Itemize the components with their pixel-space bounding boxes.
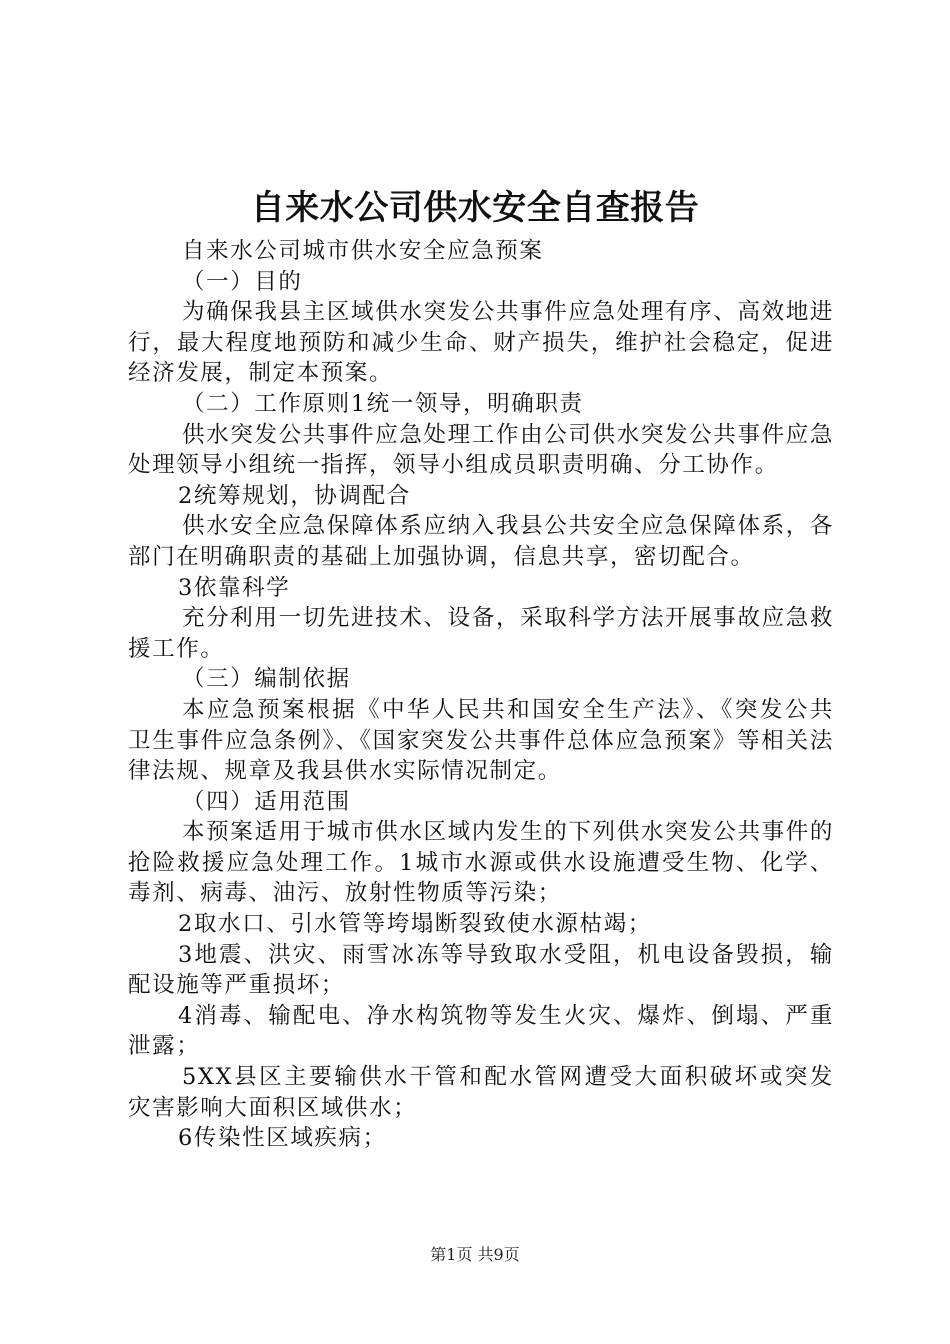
paragraph: 4消毒、输配电、净水构筑物等发生火灾、爆炸、倒塌、严重泄露；	[128, 1002, 834, 1060]
paragraph: （三）编制依据	[182, 666, 351, 693]
paragraph: 2统筹规划，协调配合	[178, 482, 411, 509]
paragraph: 充分利用一切先进技术、设备，采取科学方法开展事故应急救援工作。	[128, 605, 834, 662]
paragraph: 为确保我县主区域供水突发公共事件应急处理有序、高效地进行，最大程度地预防和减少生命、财产损失，维护社会稳定，促进经济发展，制定本预案。	[128, 299, 834, 387]
paragraph: 2取水口、引水管等垮塌断裂致使水源枯竭；	[178, 911, 652, 938]
paragraph: 5XX县区主要输供水干管和配水管网遭受大面积破坏或突发灾害影响大面积区域供水；	[128, 1064, 834, 1121]
paragraph: 3地震、洪灾、雨雪冰冻等导致取水受阻，机电设备毁损，输配设施等严重损坏；	[128, 941, 834, 999]
paragraph: 本应急预案根据《中华人民共和国安全生产法》、《突发公共卫生事件应急条例》、《国家突发公共事件总体应急预案》等相关法律法规、规章及我县供水实际情况制定。	[128, 696, 834, 785]
paragraph: （二）工作原则1统一领导，明确职责	[182, 390, 584, 417]
paragraph: （一）目的	[182, 268, 303, 295]
paragraph: 6传染性区域疾病；	[178, 1125, 387, 1152]
paragraph: 本预案适用于城市供水区域内发生的下列供水突发公共事件的抢险救援应急处理工作。1城市水源或供水设施遭受生物、化学、毒剂、病毒、油污、放射性物质等污染；	[128, 819, 834, 907]
paragraph: 供水突发公共事件应急处理工作由公司供水突发公共事件应急处理领导小组统一指挥，领导小组成员职责明确、分工协作。	[128, 421, 834, 479]
paragraph: （四）适用范围	[182, 788, 351, 815]
paragraph: 自来水公司城市供水安全应急预案	[182, 238, 544, 264]
document-title: 自来水公司供水安全自查报告	[250, 188, 700, 228]
document-body	[128, 236, 834, 1154]
paragraph: 供水安全应急保障体系应纳入我县公共安全应急保障体系，各部门在明确职责的基础上加强协调，信息共享，密切配合。	[128, 513, 834, 570]
paragraph: 3依靠科学	[178, 574, 291, 601]
page-footer: 第1页 共9页	[430, 1245, 520, 1264]
